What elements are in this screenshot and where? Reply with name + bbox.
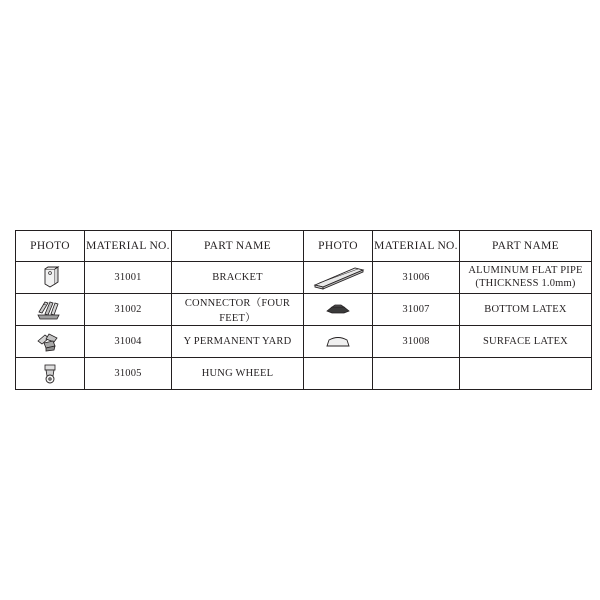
material-no-cell: 31004: [85, 326, 172, 358]
header-part-name-left: PART NAME: [172, 231, 304, 262]
surface-latex-photo: [304, 326, 373, 358]
header-material-no-left: MATERIAL NO.: [85, 231, 172, 262]
part-name-line-2: (THICKNESS 1.0mm): [475, 277, 576, 289]
bracket-photo: [16, 262, 85, 294]
part-name-cell: BOTTOM LATEX: [460, 294, 592, 326]
aluminum-flat-pipe-photo: [304, 262, 373, 294]
part-name-cell: HUNG WHEEL: [172, 358, 304, 390]
hung-wheel-photo: [16, 358, 85, 390]
material-no-cell: 31007: [373, 294, 460, 326]
parts-table: [15, 230, 592, 390]
bottom-latex-photo: [304, 294, 373, 326]
table-row: [16, 326, 592, 358]
part-name-cell: CONNECTOR（FOUR FEET）: [172, 294, 304, 326]
part-name-line-1: ALUMINUM FLAT PIPE: [468, 265, 583, 277]
connector-four-feet-photo: [16, 294, 85, 326]
part-name-cell: [460, 262, 592, 294]
y-permanent-yard-photo: [16, 326, 85, 358]
table-row: [16, 358, 592, 390]
table-header-row: [16, 231, 592, 262]
table-row: [16, 294, 592, 326]
part-name-cell: BRACKET: [172, 262, 304, 294]
header-part-name-right: PART NAME: [460, 231, 592, 262]
material-no-cell: 31005: [85, 358, 172, 390]
material-no-cell: [373, 358, 460, 390]
header-photo-right: PHOTO: [304, 231, 373, 262]
header-material-no-right: MATERIAL NO.: [373, 231, 460, 262]
header-photo-left: PHOTO: [16, 231, 85, 262]
material-no-cell: 31001: [85, 262, 172, 294]
empty-photo-cell: [304, 358, 373, 390]
material-no-cell: 31002: [85, 294, 172, 326]
part-name-cell: [460, 358, 592, 390]
part-name-cell: Y PERMANENT YARD: [172, 326, 304, 358]
part-name-cell: SURFACE LATEX: [460, 326, 592, 358]
table-row: [16, 262, 592, 294]
material-no-cell: 31006: [373, 262, 460, 294]
material-no-cell: 31008: [373, 326, 460, 358]
